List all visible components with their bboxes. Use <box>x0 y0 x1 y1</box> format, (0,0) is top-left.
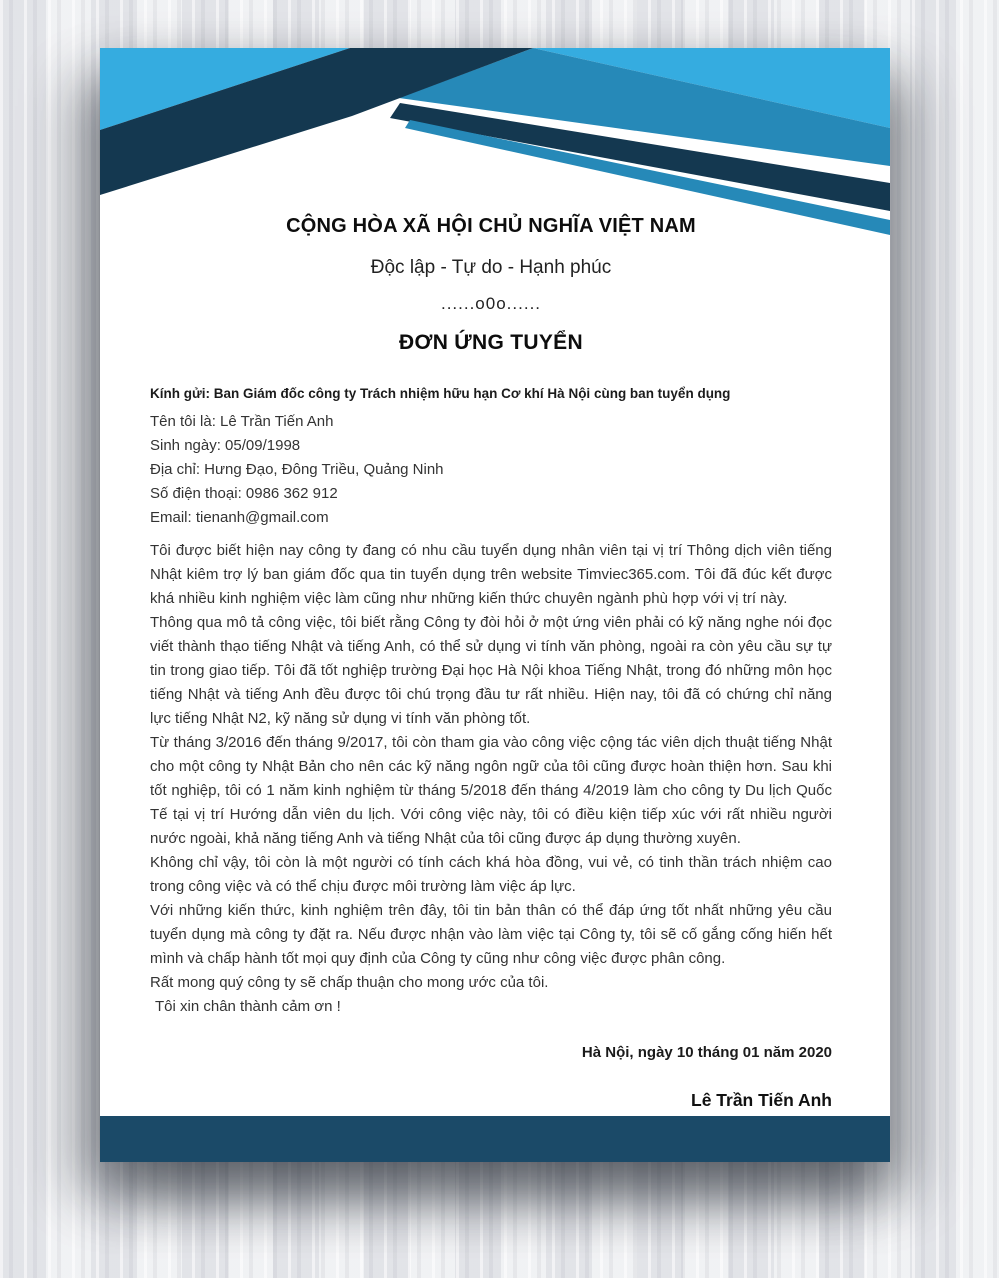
body-paragraph: Từ tháng 3/2016 đến tháng 9/2017, tôi còn tham gia vào công việc cộng tác viên dịch thuật tiếng Nhật cho một công ty Nhật Bản cho nên các kỹ năng ngôn ngữ của tôi cũng được hoàn thiện hơn. Sau khi tốt nghiệp, tôi có 1 năm kinh nghiệm từ tháng 5/2018 đến tháng 4/2019 làm cho công ty Du lịch Quốc Tế tại vị trí Hướng dẫn viên du lịch. Với công việc này, tôi có điều kiện tiếp xúc với rất nhiều người nước ngoài, khả năng tiếng Anh và tiếng Nhật của tôi cũng được áp dụng thường xuyên. <box>150 734 832 847</box>
closing-thanks-line: Tôi xin chân thành cảm ơn ! <box>155 998 341 1015</box>
applicant-email-line: Email: tienanh@gmail.com <box>150 509 329 526</box>
body-paragraph: Thông qua mô tả công việc, tôi biết rằng Công ty đòi hỏi ở một ứng viên phải có kỹ năng nghe nói đọc viết thành thạo tiếng Nhật và tiếng Anh, có thể sử dụng vi tính văn phòng, ngoài ra còn yêu cầu sự tự tin trong giao tiếp. Tôi đã tốt nghiệp trường Đại học Hà Nội khoa Tiếng Nhật, trong đó những môn học tiếng Nhật và tiếng Anh đều được tôi chú trọng đầu tư rất nhiều. Hiện nay, tôi đã có chứng chỉ năng lực tiếng Nhật N2, kỹ năng sử dụng vi tính văn phòng tốt. <box>150 614 832 727</box>
applicant-address-line: Địa chỉ: Hưng Đạo, Đông Triều, Quảng Ninh <box>150 461 444 478</box>
national-motto-line1: CỘNG HÒA XÃ HỘI CHỦ NGHĨA VIỆT NAM <box>286 215 696 237</box>
letter-body <box>150 539 832 1019</box>
letter-paper <box>100 48 890 1162</box>
body-paragraph: Tôi được biết hiện nay công ty đang có nhu cầu tuyển dụng nhân viên tại vị trí Thông dịch viên tiếng Nhật kiêm trợ lý ban giám đốc qua tin tuyển dụng trên website Timviec365.com. Tôi đã đúc kết được khá nhiều kinh nghiệm việc làm cũng như những kiến thức chuyên ngành phù hợp với vị trí này. <box>150 542 832 607</box>
applicant-phone-line: Số điện thoại: 0986 362 912 <box>150 485 338 502</box>
letter-content <box>100 48 890 1111</box>
footer-bar <box>100 1116 890 1162</box>
letter-title: ĐƠN ỨNG TUYỂN <box>399 331 583 354</box>
date-line: Hà Nội, ngày 10 tháng 01 năm 2020 <box>581 1044 832 1061</box>
signature-name: Lê Trần Tiến Anh <box>691 1090 832 1110</box>
body-paragraph: Với những kiến thức, kinh nghiệm trên đây, tôi tin bản thân có thể đáp ứng tốt nhất những yêu cầu tuyển dụng mà công ty đặt ra. Nếu được nhận vào làm việc tại Công ty, tôi sẽ cố gắng cống hiến hết mình và chấp hành tốt mọi quy định của Công ty cũng như công việc được phân công. <box>150 902 832 967</box>
national-motto-line2: Độc lập - Tự do - Hạnh phúc <box>370 257 612 278</box>
applicant-info-list <box>150 410 832 530</box>
body-paragraph: Không chỉ vậy, tôi còn là một người có tính cách khá hòa đồng, vui vẻ, có tinh thần trách nhiệm cao trong công việc và có thể chịu được môi trường làm việc áp lực. <box>150 854 832 895</box>
recipient-line: Kính gửi: Ban Giám đốc công ty Trách nhiệm hữu hạn Cơ khí Hà Nội cùng ban tuyển dụng <box>150 386 731 401</box>
applicant-name-line: Tên tôi là: Lê Trần Tiến Anh <box>150 413 334 430</box>
divider-ornament: ......o0o...... <box>440 294 542 313</box>
body-paragraph: Rất mong quý công ty sẽ chấp thuận cho mong ước của tôi. <box>150 974 549 991</box>
applicant-birthdate-line: Sinh ngày: 05/09/1998 <box>150 437 301 454</box>
